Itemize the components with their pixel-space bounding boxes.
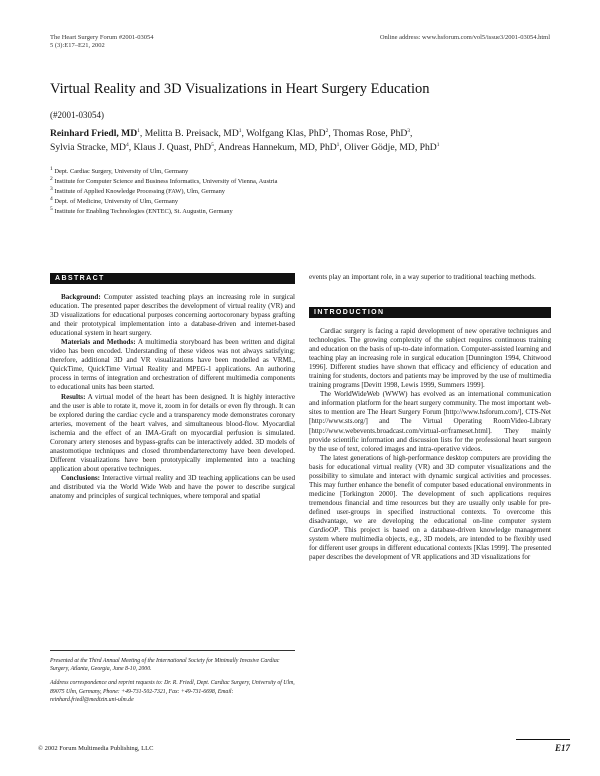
running-header bbox=[50, 34, 154, 50]
intro-paragraph bbox=[309, 454, 551, 563]
author-name: Reinhard Friedl, MD bbox=[50, 128, 138, 139]
background-text: Computer assisted teaching plays an increasing role in surgical education. The presented paper describes the development of virtual reality (VR) and 3D visualizations for educational purposes concerning aortocoronary bypass grafting and their prototypical implementation into a database-driven and internet-based educational system in heart surgery. bbox=[50, 293, 295, 338]
footnotes bbox=[50, 657, 295, 704]
author-affiliation-mark: 5 bbox=[211, 141, 214, 148]
results-text: A virtual model of the heart has been designed. It is highly interactive and the user is able to rotate it, move it, zoom in for details or even fly through. It can be explored during the cardiac cycle and a transparency mode demonstrates coronary arteries, movement of the heart valves, and simultaneous blood-flow. Myocardial ischemia and the effect of an IMA-Graft on myocardial perfusion is simulated. Coronary artery stenoses and bypass-grafts can be interactively added. 3D models of anastomotique techniques and closed thrombendarterectomy have been developed. Different visualizations have been prototypically implemented into a teaching application about operative techniques. bbox=[50, 392, 295, 473]
author-separator: , bbox=[139, 128, 145, 139]
paragraph-text: The latest generations of high-performance desktop computers are providing the basis for educational virtual reality (VR) and 3D computer visualizations and the possibility to simulate and interact with dynamic surgical activities and processes. This may further enhance the benefit of computer based educational environments in medicine [Torkington 2000]. The development of such applications requires tremendous financial and time resources but they are usually only usable for pre-defined user-groups in specified instructional contexts. To overcome this disadvantage, we are developing the educational on-line computer system bbox=[309, 453, 551, 525]
affiliation bbox=[50, 177, 520, 187]
abstract-body bbox=[50, 293, 295, 593]
affiliation-list bbox=[50, 167, 520, 217]
author-separator: , bbox=[410, 128, 413, 139]
author-list bbox=[50, 127, 560, 155]
journal-line: The Heart Surgery Forum #2001-03054 bbox=[50, 34, 154, 41]
conclusions-continuation: events play an important role, in a way superior to traditional teaching methods. bbox=[309, 273, 536, 281]
footnote-rule bbox=[50, 650, 295, 651]
author-affiliation-mark: 1 bbox=[137, 127, 140, 134]
abstract-conclusions bbox=[50, 474, 295, 501]
conclusions-label: Conclusions: bbox=[61, 473, 101, 482]
affiliation bbox=[50, 187, 520, 197]
intro-paragraph: Cardiac surgery is facing a rapid development of new operative techniques and technologies. The growing complexity of the subject requires continuous training and education on the basis of up-to-date information. Computer-assisted learning and teaching play an increasing role in surgical education [Dunnington 1994, Chitwood 1996]. Different studies have shown that efficacy and efficiency of education and training for students, doctors and patients may be improved by the use of multimedia training programs [Devitt 1998, Lewis 1999, Summers 1999]. bbox=[309, 327, 551, 390]
introduction-heading: INTRODUCTION bbox=[309, 307, 551, 318]
copyright: © 2002 Forum Multimedia Publishing, LLC bbox=[38, 745, 154, 752]
results-label: Results: bbox=[61, 392, 86, 401]
author-separator: , bbox=[128, 142, 134, 153]
author-affiliation-mark: 1 bbox=[436, 141, 440, 148]
affiliation-number: 5 bbox=[50, 205, 53, 212]
author-separator: , bbox=[339, 142, 345, 153]
affiliation-text: Institute for Computer Science and Business Informatics, University of Vienna, Austria bbox=[54, 177, 278, 185]
affiliation bbox=[50, 197, 520, 207]
abstract-background bbox=[50, 293, 295, 338]
affiliation bbox=[50, 167, 520, 177]
system-name: CardioOP bbox=[309, 526, 339, 535]
methods-label: Materials and Methods: bbox=[61, 338, 136, 347]
author-affiliation-mark: 1 bbox=[336, 141, 340, 148]
author-name: Sylvia Stracke, MD bbox=[50, 142, 126, 153]
paragraph-text: . This project is based on a database-driven knowledge management system where multimedia objects, e.g., 3D models, are intended to be flexibly used for different user groups in different educational contexts [Klas 1999]. The presented paper describes the development of VR applications and 3D visualizations for bbox=[309, 526, 551, 562]
affiliation-number: 3 bbox=[50, 185, 53, 192]
affiliation-number: 2 bbox=[50, 175, 53, 182]
conclusions-text: Interactive virtual reality and 3D teaching applications can be used and distributed via the World Wide Web and have the power to describe surgical anatomy and principles of surgical techniques, where temporal and spatial bbox=[50, 473, 295, 501]
document-id: (#2001-03054) bbox=[50, 110, 104, 120]
volume-line: 5 (3):E17–E21, 2002 bbox=[50, 42, 105, 49]
affiliation-text: Institute of Applied Knowledge Processing (FAW), Ulm, Germany bbox=[54, 187, 226, 195]
author-affiliation-mark: 3 bbox=[407, 127, 411, 134]
author-name: Thomas Rose, PhD bbox=[332, 128, 408, 139]
affiliation-number: 4 bbox=[50, 195, 53, 202]
correspondence-note: Address correspondence and reprint requests to: Dr. R. Friedl, Dept. Cardiac Surgery, University of Ulm, 89075 Ulm, Germany, Phone: +49-731-502-7321, Fax: +49-731-6698, Email: reinhard.friedl@medizin.uni-ulm.de bbox=[50, 680, 295, 703]
methods-text: A multimedia storyboard has been written and digital video has been encoded. Understanding of these videos was not always satisfying; therefore, additional 3D and VR visualizations have been modelled as VRML, QuickTime, QuickTime Virtual Reality and MPEG-1 applications. An authoring process in terms of integration and orchestration of different multimedia components to educational units has been started. bbox=[50, 338, 295, 392]
page-number: E17 bbox=[516, 739, 570, 756]
affiliation-number: 1 bbox=[50, 165, 53, 172]
author-affiliation-mark: 2 bbox=[325, 127, 329, 134]
author-affiliation-mark: 4 bbox=[125, 141, 129, 148]
affiliation bbox=[50, 207, 520, 217]
author-affiliation-mark: 1 bbox=[238, 127, 242, 134]
affiliation-text: Institute for Enabling Technologies (ENTEC), St. Augustin, Germany bbox=[54, 207, 233, 215]
online-address: Online address: www.hsforum.com/vol5/issue3/2001-03054.html bbox=[379, 34, 550, 41]
abstract-results bbox=[50, 393, 295, 474]
author-separator: , bbox=[213, 142, 219, 153]
abstract-heading: ABSTRACT bbox=[50, 273, 295, 284]
author-separator: , bbox=[241, 128, 247, 139]
introduction-body bbox=[309, 327, 551, 729]
author-name: Wolfgang Klas, PhD bbox=[246, 128, 326, 139]
abstract-methods bbox=[50, 338, 295, 392]
presented-note: Presented at the Third Annual Meeting of the International Society for Minimally Invasive Cardiac Surgery, Atlanta, Georgia, June 8-10, 2000. bbox=[50, 658, 280, 673]
affiliation-text: Dept. Cardiac Surgery, University of Ulm, Germany bbox=[54, 168, 189, 175]
affiliation-text: Dept. of Medicine, University of Ulm, Germany bbox=[54, 197, 179, 205]
author-name: Andreas Hannekum, MD, PhD bbox=[218, 142, 337, 153]
author-name: Melitta B. Preisack, MD bbox=[144, 128, 239, 139]
background-label: Background: bbox=[61, 293, 101, 301]
author-separator: , bbox=[328, 128, 333, 139]
intro-paragraph: The WorldWideWeb (WWW) has evolved as an international communication and information platform for the heart surgery community. The most important web-sites to mention are The Heart Surgery Forum [http://www.hsforum.com/], CTS-Net [http://www.sts.org/] and The Virtual Operating RoomVideo-Library [http://www.webevents.broadcast.com/virtual-or/frameset.html]. They mainly provide scientific information and discussion lists for the professional heart surgeon by the use of text, colored images and intra-operative videos. bbox=[309, 390, 551, 453]
author-name: Klaus J. Quast, PhD bbox=[133, 142, 212, 153]
author-name: Oliver Gödje, MD, PhD bbox=[344, 142, 437, 153]
continuation-text bbox=[309, 273, 551, 282]
article-title: Virtual Reality and 3D Visualizations in Heart Surgery Education bbox=[50, 81, 430, 97]
